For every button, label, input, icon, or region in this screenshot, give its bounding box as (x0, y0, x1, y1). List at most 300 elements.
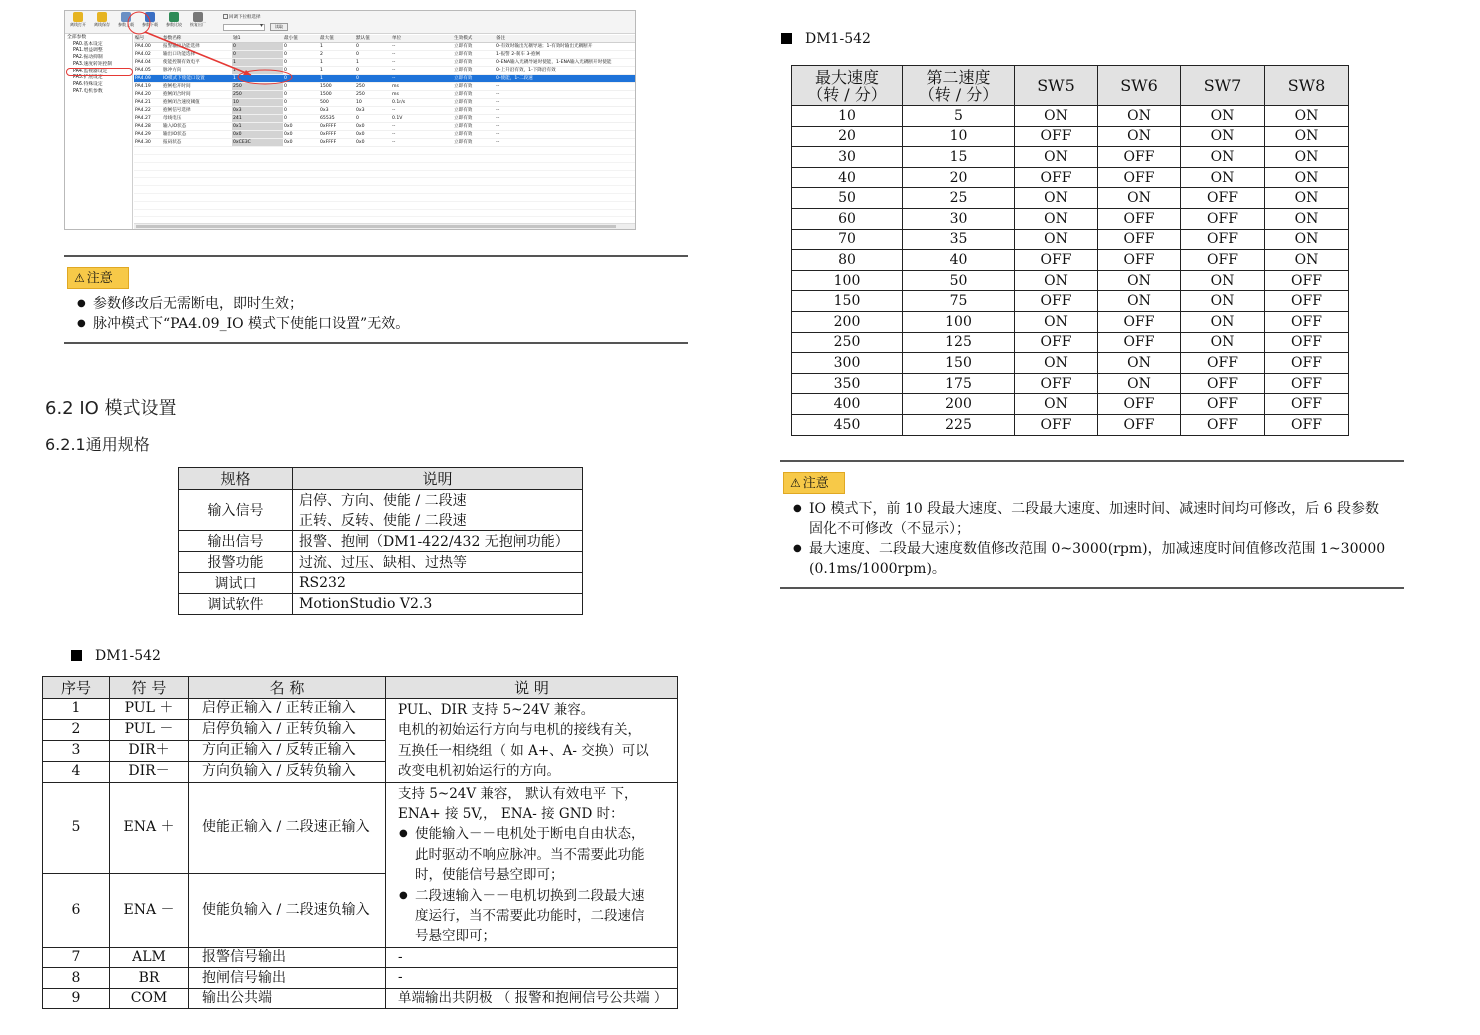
grid-empty-row (134, 147, 636, 155)
grid-empty-cell (391, 209, 453, 217)
pin-desc-line: 支持 5~24V 兼容， 默认有效电平 下， (398, 785, 638, 802)
grid-cell: 0 (283, 91, 319, 99)
speed-header-cell (1181, 66, 1265, 106)
speed-header-line: （转 / 分） (918, 84, 999, 104)
grid-empty-cell (355, 186, 391, 194)
speed-cell: OFF (1265, 291, 1349, 312)
grid-cell: 0 (283, 67, 319, 75)
grid-empty-cell (391, 201, 453, 209)
tree-item[interactable]: PA5.扩展设定 (73, 75, 103, 81)
grid-cell[interactable]: 250 (232, 83, 283, 91)
grid-empty-cell (134, 170, 162, 178)
grid-cell: ms (391, 83, 453, 91)
speed-cell: 20 (903, 167, 1015, 188)
grid-empty-cell (453, 155, 495, 163)
note-item: ● 参数修改后无需断电，即时生效； (76, 294, 676, 314)
speed-cell: ON (1181, 126, 1265, 147)
grid-cell[interactable]: 10 (232, 99, 283, 107)
grid-header-row (134, 35, 636, 43)
grid-empty-row (134, 186, 636, 194)
grid-row[interactable] (134, 51, 636, 59)
speed-row (792, 147, 1349, 168)
speed-row (792, 311, 1349, 332)
grid-cell: 立即有效 (453, 75, 495, 83)
speed-header-line: SW8 (1287, 76, 1326, 95)
spec-desc-cell (293, 573, 583, 594)
grid-empty-cell (283, 162, 319, 170)
speed-cell: OFF (1098, 229, 1181, 250)
speed-row (792, 270, 1349, 291)
grid-cell: PA4.28 (134, 123, 162, 131)
grid-cell: 0x0 (355, 139, 391, 147)
grid-cell: PA4.02 (134, 51, 162, 59)
grid-cell: 0x0 (355, 131, 391, 139)
grid-empty-row (134, 201, 636, 209)
speed-row (792, 106, 1349, 127)
spec-row (179, 531, 583, 552)
grid-empty-cell (283, 178, 319, 186)
speed-cell: ON (1181, 311, 1265, 332)
speed-cell: ON (1015, 147, 1098, 168)
grid-cell: 立即有效 (453, 83, 495, 91)
pin-desc-bullet (398, 886, 677, 947)
grid-empty-cell (232, 147, 283, 155)
pin-header-cell: 说 明 (386, 677, 678, 699)
grid-cell: PA4.04 (134, 59, 162, 67)
speed-cell: OFF (1265, 353, 1349, 374)
grid-empty-cell (162, 186, 232, 194)
spec-desc-line: 报警、抱闸（DM1-422/432 无抱闸功能） (299, 534, 569, 550)
pin-desc-cell: - (386, 968, 678, 989)
grid-cell[interactable]: 0x3 (232, 107, 283, 115)
pin-desc-line: 时，使能信号悬空即可； (415, 867, 564, 884)
grid-empty-cell (355, 194, 391, 202)
grid-empty-cell (232, 170, 283, 178)
grid-cell: -- (495, 139, 636, 147)
grid-cell: 1 (355, 59, 391, 67)
grid-empty-cell (162, 155, 232, 163)
grid-cell[interactable]: 1 (232, 75, 283, 83)
speed-cell: ON (1015, 353, 1098, 374)
speed-cell: OFF (1181, 373, 1265, 394)
compare-icon (169, 12, 179, 22)
grid-empty-cell (283, 155, 319, 163)
grid-cell: 250 (355, 91, 391, 99)
pin-desc-cell: 单端输出共阴极 （ 报警和抱闸信号公共端 ） (386, 988, 678, 1009)
grid-empty-cell (232, 178, 283, 186)
speed-cell: ON (1265, 106, 1349, 127)
tree-root[interactable]: 全部参数 (67, 35, 87, 40)
tree-item[interactable]: PA2.振动抑制 (73, 55, 103, 61)
spec-table (178, 467, 583, 615)
grid-cell[interactable]: 0x1 (232, 123, 283, 131)
grid-cell: -- (391, 107, 453, 115)
spec-desc-cell (293, 531, 583, 552)
grid-empty-cell (283, 170, 319, 178)
grid-header-cell: 参数名称 (162, 35, 232, 43)
pin-no-cell: 9 (43, 988, 110, 1009)
speed-cell: OFF (1181, 208, 1265, 229)
section-title: 6.2 IO 模式设置 (45, 398, 177, 419)
floppy-disk-icon (145, 12, 155, 22)
speed-cell: OFF (1098, 394, 1181, 415)
grid-empty-cell (283, 201, 319, 209)
speed-cell: 200 (792, 311, 903, 332)
param-compare-button[interactable]: 参数比较 (161, 12, 187, 33)
grid-row[interactable] (134, 115, 636, 123)
grid-cell[interactable]: 241 (232, 115, 283, 123)
speed-cell: ON (1265, 188, 1349, 209)
grid-row[interactable] (134, 67, 636, 75)
grid-empty-cell (391, 155, 453, 163)
speed-cell: 400 (792, 394, 903, 415)
grid-cell: 0 (355, 115, 391, 123)
grid-empty-cell (134, 209, 162, 217)
tree-item[interactable]: PA0.基本设定 (73, 41, 103, 47)
pin-symbol-cell: PUL － (110, 719, 189, 740)
grid-empty-cell (319, 162, 355, 170)
grid-cell: -- (391, 123, 453, 131)
grid-empty-cell (391, 178, 453, 186)
grid-cell[interactable]: 0 (232, 51, 283, 59)
grid-empty-cell (232, 155, 283, 163)
spec-name-cell: 调试口 (179, 573, 293, 594)
grid-header-cell: 单位 (391, 35, 453, 43)
note-list-right (792, 499, 1402, 579)
speed-cell: OFF (1098, 250, 1181, 271)
grid-empty-cell (283, 147, 319, 155)
grid-cell: PA4.19 (134, 83, 162, 91)
grid-row[interactable] (134, 123, 636, 131)
grid-empty-cell (134, 147, 162, 155)
grid-row[interactable] (134, 83, 636, 91)
spec-row (179, 490, 583, 531)
axis-select[interactable] (223, 24, 265, 31)
speed-cell: 40 (792, 167, 903, 188)
divider-bottom (64, 342, 688, 344)
spec-name-cell: 输出信号 (179, 531, 293, 552)
pin-row (43, 699, 678, 720)
speed-cell: OFF (1265, 394, 1349, 415)
speed-cell: ON (1265, 126, 1349, 147)
pin-desc-line: 号悬空即可； (415, 928, 496, 945)
pin-desc-line: PUL、DIR 支持 5~24V 兼容。 (398, 702, 595, 718)
grid-cell: 0 (355, 43, 391, 51)
grid-empty-cell (495, 209, 636, 217)
subsection-title: 6.2.1通用规格 (45, 435, 150, 454)
speed-cell: ON (1015, 208, 1098, 229)
grid-cell: 0-ENA输入光耦导通时使能，1-ENA输入光耦断开时使能 (495, 59, 636, 67)
pin-symbol-cell: ENA ＋ (110, 782, 189, 873)
grid-empty-cell (453, 178, 495, 186)
grid-cell: 1500 (319, 91, 355, 99)
speed-cell: ON (1098, 126, 1181, 147)
grid-cell: -- (495, 107, 636, 115)
grid-cell[interactable]: 0x0 (232, 131, 283, 139)
grid-empty-cell (319, 170, 355, 178)
note-item: ● 脉冲模式下“PA4.09_IO 模式下使能口设置”无效。 (76, 314, 676, 334)
grid-cell: 使能控制有效电平 (162, 59, 232, 67)
speed-cell: ON (1181, 106, 1265, 127)
grid-empty-cell (134, 178, 162, 186)
grid-cell: 0x0 (355, 123, 391, 131)
spec-desc-line: 正转、反转、使能 / 二段速 (299, 513, 467, 529)
grid-cell: 报警输出功能选择 (162, 43, 232, 51)
grid-empty-cell (283, 186, 319, 194)
pin-desc-line: 互换任一相绕组（ 如 A+、A- 交换）可以 (398, 742, 649, 759)
grid-cell: -- (495, 123, 636, 131)
checkbox-box[interactable] (223, 14, 228, 19)
grid-header-cell: 最小值 (283, 35, 319, 43)
grid-empty-cell (134, 194, 162, 202)
tree-item[interactable]: PA3.速度转矩控制 (73, 61, 113, 67)
speed-cell: ON (1015, 270, 1098, 291)
speed-cell: 50 (903, 270, 1015, 291)
spec-desc-line: MotionStudio V2.3 (299, 596, 433, 612)
note-item (792, 539, 1402, 579)
pin-name-cell: 方向负输入 / 反转负输入 (189, 761, 386, 782)
factory-reset-button[interactable]: 恢复出厂 (185, 12, 211, 33)
model-heading-left: DM1-542 (71, 648, 161, 664)
grid-empty-cell (134, 155, 162, 163)
pin-symbol-cell: ENA － (110, 873, 189, 947)
pin-row (43, 947, 678, 968)
pin-header-cell: 名 称 (189, 677, 386, 699)
grid-cell: -- (391, 131, 453, 139)
speed-cell: OFF (1015, 414, 1098, 435)
pin-table (42, 676, 678, 1009)
speed-header-line: 第二速度 (926, 67, 991, 87)
grid-empty-cell (355, 147, 391, 155)
grid-cell: 0-使能，1-二段速 (495, 75, 636, 83)
grid-empty-cell (495, 147, 636, 155)
note-line: (0.1ms/1000rpm)。 (809, 561, 946, 577)
speed-header-cell (1015, 66, 1098, 106)
spec-desc-cell (293, 490, 583, 531)
grid-cell: 500 (319, 99, 355, 107)
spec-header-cell: 说明 (293, 468, 583, 490)
speed-cell: ON (1015, 106, 1098, 127)
grid-empty-cell (283, 194, 319, 202)
tree-item[interactable]: PA6.特殊设定 (73, 81, 103, 87)
speed-cell: 75 (903, 291, 1015, 312)
grid-cell: PA4.27 (134, 115, 162, 123)
square-bullet-icon (71, 650, 82, 661)
speed-row (792, 394, 1349, 415)
grid-empty-cell (319, 147, 355, 155)
grid-cell[interactable]: 0 (232, 43, 283, 51)
gear-icon (193, 12, 203, 22)
grid-row[interactable] (134, 107, 636, 115)
speed-cell: 150 (903, 353, 1015, 374)
speed-cell: ON (1181, 167, 1265, 188)
pin-header-row (43, 677, 678, 699)
speed-cell: ON (1098, 373, 1181, 394)
speed-row (792, 167, 1349, 188)
pin-no-cell: 3 (43, 740, 110, 761)
pin-name-cell: 启停正输入 / 正转正输入 (189, 699, 386, 720)
pin-symbol-cell: BR (110, 968, 189, 989)
spec-header-cell: 规格 (179, 468, 293, 490)
pin-row (43, 988, 678, 1009)
grid-row[interactable] (134, 75, 636, 83)
grid-empty-cell (355, 170, 391, 178)
speed-cell: OFF (1265, 414, 1349, 435)
grid-cell: 0 (355, 51, 391, 59)
divider-top (64, 255, 688, 257)
grid-cell: PA4.00 (134, 43, 162, 51)
pin-desc-line: 改变电机初始运行的方向。 (398, 763, 560, 780)
grid-cell[interactable]: 250 (232, 91, 283, 99)
pin-no-cell: 6 (43, 873, 110, 947)
grid-cell: 1 (319, 43, 355, 51)
grid-cell: PA4.30 (134, 139, 162, 147)
grid-empty-cell (495, 170, 636, 178)
grid-empty-cell (134, 201, 162, 209)
speed-cell: 80 (792, 250, 903, 271)
pin-name-cell: 报警信号输出 (189, 947, 386, 968)
speed-cell: ON (1181, 332, 1265, 353)
grid-cell: 立即有效 (453, 115, 495, 123)
tree-children (67, 42, 132, 96)
speed-table (791, 65, 1349, 436)
grid-empty-cell (232, 201, 283, 209)
grid-cell: -- (391, 51, 453, 59)
pin-desc-line: ENA+ 接 5V,， ENA- 接 GND 时： (398, 806, 624, 823)
grid-cell: 0 (283, 51, 319, 59)
grid-empty-cell (453, 194, 495, 202)
pin-no-cell: 4 (43, 761, 110, 782)
grid-empty-cell (319, 209, 355, 217)
grid-cell: 0 (283, 99, 319, 107)
grid-cell[interactable]: 1 (232, 67, 283, 75)
pin-desc-line: ● 使能输入－－电机处于断电自由状态， (415, 826, 645, 843)
speed-row (792, 229, 1349, 250)
offline-open-button[interactable]: 离线打开 (65, 12, 91, 33)
tree-item[interactable]: PA7.电机参数 (73, 88, 103, 94)
speed-cell: OFF (1181, 394, 1265, 415)
speed-cell: ON (1181, 270, 1265, 291)
grid-cell: 立即有效 (453, 91, 495, 99)
grid-header-cell: 默认值 (355, 35, 391, 43)
offline-save-button[interactable]: 离线保存 (89, 12, 115, 33)
grid-empty-cell (453, 170, 495, 178)
grid-row[interactable] (134, 91, 636, 99)
speed-row (792, 373, 1349, 394)
read-button[interactable]: 读取 (270, 23, 288, 31)
grid-cell: 0 (283, 115, 319, 123)
speed-header-cell (903, 66, 1015, 106)
grid-empty-cell (495, 201, 636, 209)
grid-cell: IO模式下使能口设置 (162, 75, 232, 83)
speed-cell: 10 (792, 106, 903, 127)
grid-row[interactable] (134, 59, 636, 67)
grid-cell: 250 (355, 83, 391, 91)
speed-cell: ON (1015, 188, 1098, 209)
pin-no-cell: 1 (43, 699, 110, 720)
pin-name-cell: 使能负输入 / 二段速负输入 (189, 873, 386, 947)
grid-empty-cell (162, 209, 232, 217)
grid-empty-cell (495, 186, 636, 194)
param-upload-button[interactable]: 参数上载 (113, 12, 139, 33)
grid-cell: 0x3 (355, 107, 391, 115)
pin-symbol-cell: DIR＋ (110, 740, 189, 761)
speed-cell: ON (1265, 229, 1349, 250)
grid-row[interactable] (134, 99, 636, 107)
tree-item[interactable]: PA4.监视器设定 (67, 69, 132, 76)
speed-cell: OFF (1015, 291, 1098, 312)
grid-header-cell: 轴1 (232, 35, 283, 43)
grid-cell: 0-有效时输出光耦导通；1-有效时输出光耦断开 (495, 43, 636, 51)
pin-name-cell: 方向正输入 / 反转正输入 (189, 740, 386, 761)
pin-name-cell: 输出公共端 (189, 988, 386, 1009)
grid-cell: 1 (319, 59, 355, 67)
speed-cell: 100 (903, 311, 1015, 332)
grid-cell: 1-报警 2-刹车 3-抱闸 (495, 51, 636, 59)
toolbar (65, 11, 635, 34)
divider-top-right (780, 460, 1404, 462)
param-download-button[interactable]: 参数下载 (137, 12, 163, 33)
horizontal-scrollbar[interactable] (134, 223, 636, 229)
grid-cell: 1 (319, 67, 355, 75)
pin-symbol-cell: ALM (110, 947, 189, 968)
grid-empty-cell (319, 201, 355, 209)
speed-row (792, 188, 1349, 209)
pin-name-cell: 抱闸信号输出 (189, 968, 386, 989)
grid-empty-cell (162, 147, 232, 155)
grid-cell: PA4.05 (134, 67, 162, 75)
grid-cell[interactable]: 0xCE3C (232, 139, 283, 147)
speed-cell: OFF (1098, 208, 1181, 229)
grid-row[interactable] (134, 131, 636, 139)
grid-cell: 10 (355, 99, 391, 107)
grid-cell: 立即有效 (453, 51, 495, 59)
grid-cell: PA4.20 (134, 91, 162, 99)
spec-name-cell: 调试软件 (179, 594, 293, 615)
speed-cell: OFF (1181, 229, 1265, 250)
grid-row[interactable] (134, 43, 636, 51)
speed-cell: OFF (1181, 353, 1265, 374)
speed-header-cell (1265, 66, 1349, 106)
grid-cell: 0xFFFF (319, 131, 355, 139)
grid-empty-cell (134, 186, 162, 194)
note-badge-right: ⚠ 注意 (783, 472, 845, 494)
speed-cell: 25 (903, 188, 1015, 209)
grid-empty-cell (355, 162, 391, 170)
grid-cell: -- (391, 139, 453, 147)
scrollbar-thumb[interactable] (136, 225, 616, 228)
grid-cell[interactable]: 1 (232, 59, 283, 67)
grid-empty-cell (232, 194, 283, 202)
param-group-tree (65, 34, 133, 230)
grid-empty-cell (391, 186, 453, 194)
pin-name-cell: 启停负输入 / 正转负输入 (189, 719, 386, 740)
grid-header-cell: 编号 (134, 35, 162, 43)
callback-checkbox[interactable]: 回调下拉框选择 (223, 14, 261, 20)
note-line: 固化不可修改（不显示）； (809, 521, 970, 537)
speed-row (792, 208, 1349, 229)
grid-row[interactable] (134, 139, 636, 147)
grid-cell: -- (495, 83, 636, 91)
speed-header-row (792, 66, 1349, 106)
pin-symbol-cell: PUL ＋ (110, 699, 189, 720)
grid-cell: 报码状态 (162, 139, 232, 147)
spec-name-cell: 报警功能 (179, 552, 293, 573)
grid-empty-cell (453, 209, 495, 217)
tree-item[interactable]: PA1.增益调整 (73, 48, 103, 54)
grid-cell: 1500 (319, 83, 355, 91)
speed-cell: ON (1265, 250, 1349, 271)
